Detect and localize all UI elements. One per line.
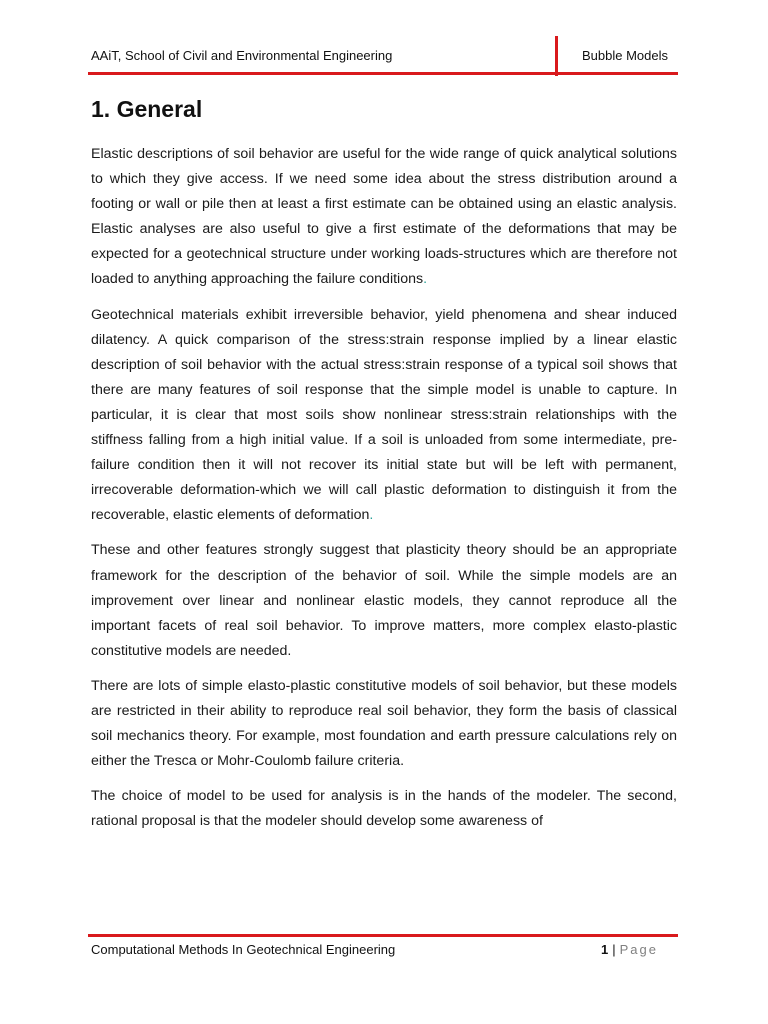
page-label: Page — [619, 942, 658, 957]
paragraph-end-mark: . — [423, 271, 428, 288]
body-text — [91, 142, 677, 844]
footer-page-indicator — [601, 942, 658, 957]
paragraph-text: Geotechnical materials exhibit irreversible behavior, yield phenomena and shear induced dilatency. A quick comparison of the stress:strain response implied by a linear elastic description of soil behavior with the actual stress:strain response of a typical soil shows that there are many features of soil response that the simple model is unable to capture. In particular, it is clear that most soils show nonlinear stress:strain relationships with the stiffness falling from a high initial value. If a soil is unloaded from some intermediate, pre-failure condition then it will not recover its initial state but will be left with permanent, irrecoverable deformation-which we will call plastic deformation to distinguish it from the recoverable, elastic elements of deformation — [91, 306, 677, 524]
section-heading: 1. General — [91, 96, 203, 122]
paragraph-text: The choice of model to be used for analysis is in the hands of the modeler. The second, rational proposal is that the modeler should develop some awareness of — [91, 788, 677, 830]
header-rule — [88, 72, 678, 75]
footer-rule — [88, 934, 678, 937]
paragraph-text: These and other features strongly suggest that plasticity theory should be an appropriate framework for the description of the behavior of soil. While the simple models are an improvement over linear and nonlinear elastic models, they cannot reproduce all the important facets of real soil behavior. To improve matters, more complex elasto-plastic constitutive models are needed. — [91, 542, 677, 659]
footer-course-title: Computational Methods In Geotechnical Engineering — [91, 942, 396, 957]
paragraph — [91, 784, 677, 834]
header-divider-vertical — [555, 36, 558, 76]
page-separator: | — [612, 942, 616, 957]
paragraph — [91, 303, 677, 529]
page-number: 1 — [601, 942, 609, 957]
paragraph — [91, 674, 677, 774]
paragraph-end-mark: . — [369, 507, 374, 524]
paragraph — [91, 538, 677, 663]
header-section-title: Bubble Models — [582, 48, 668, 63]
header-institution: AAiT, School of Civil and Environmental Engineering — [91, 48, 393, 63]
paragraph-text: There are lots of simple elasto-plastic constitutive models of soil behavior, but these models are restricted in their ability to reproduce real soil behavior, they form the basis of classical soil mechanics theory. For example, most foundation and earth pressure calculations rely on either the Tresca or Mohr-Coulomb failure criteria. — [91, 677, 677, 770]
paragraph — [91, 142, 677, 293]
paragraph-text: Elastic descriptions of soil behavior are useful for the wide range of quick analytical solutions to which they give access. If we need some idea about the stress distribution around a footing or wall or pile then at least a first estimate can be obtained using an elastic analysis. Elastic analyses are also useful to give a first estimate of the deformations that may be expected for a geotechnical structure under working loads-structures which are therefore not loaded to anything approaching the failure conditions — [91, 146, 677, 288]
